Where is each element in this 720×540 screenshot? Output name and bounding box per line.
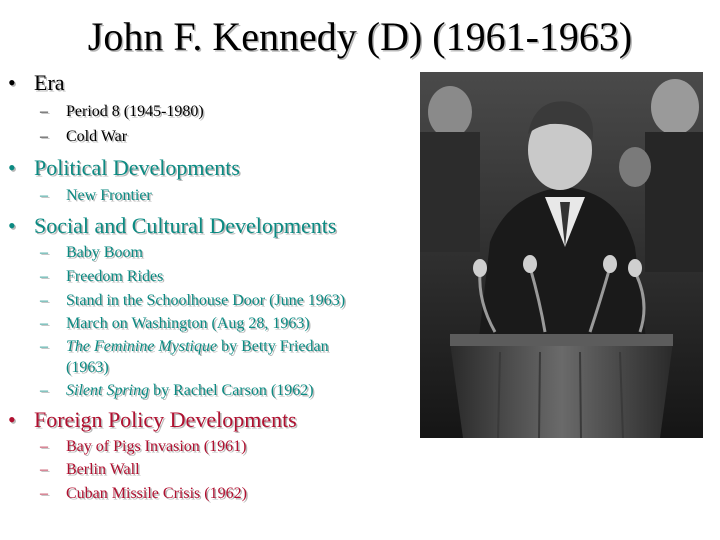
dash: – bbox=[40, 438, 48, 455]
dash: – bbox=[40, 128, 48, 145]
list-item bbox=[40, 379, 314, 403]
heading-text: Era bbox=[34, 70, 65, 95]
item-text: Berlin Wall bbox=[66, 461, 140, 478]
list-item bbox=[40, 289, 345, 313]
list-item bbox=[40, 336, 329, 378]
section-era-heading bbox=[8, 70, 65, 96]
bullet: • bbox=[8, 213, 16, 238]
dash: – bbox=[40, 103, 48, 120]
item-text: Freedom Rides bbox=[66, 268, 164, 285]
section-political-heading bbox=[8, 155, 240, 181]
list-item bbox=[40, 482, 247, 506]
heading-text: Social and Cultural Developments bbox=[34, 213, 337, 238]
item-text: Period 8 (1945-1980) bbox=[66, 103, 204, 120]
item-continuation: (1963) bbox=[66, 359, 109, 376]
book-title: The Feminine Mystique bbox=[66, 338, 218, 355]
dash: – bbox=[40, 315, 48, 332]
dash: – bbox=[40, 338, 48, 355]
section-foreign-heading bbox=[8, 407, 297, 433]
dash: – bbox=[40, 292, 48, 309]
speaker-photo bbox=[420, 72, 703, 438]
slide-title: John F. Kennedy (D) (1961-1963) bbox=[87, 14, 633, 59]
list-item bbox=[40, 265, 163, 289]
dash: – bbox=[40, 187, 48, 204]
list-item bbox=[40, 125, 127, 149]
dash: – bbox=[40, 461, 48, 478]
item-text: by Betty Friedan bbox=[217, 338, 329, 355]
heading-text: Foreign Policy Developments bbox=[34, 407, 297, 432]
list-item bbox=[40, 100, 204, 124]
speaker-photo-illustration bbox=[420, 72, 703, 438]
list-item bbox=[40, 241, 143, 265]
item-text: Cold War bbox=[66, 128, 128, 145]
heading-text: Political Developments bbox=[34, 155, 240, 180]
item-text: Baby Boom bbox=[66, 244, 143, 261]
bullet: • bbox=[8, 155, 16, 180]
list-item bbox=[40, 435, 246, 459]
list-item bbox=[40, 312, 310, 336]
item-text: March on Washington (Aug 28, 1963) bbox=[66, 315, 310, 332]
list-item bbox=[40, 184, 152, 208]
dash: – bbox=[40, 382, 48, 399]
book-title: Silent Spring bbox=[66, 382, 150, 399]
section-social-heading bbox=[8, 213, 336, 239]
dash: – bbox=[40, 268, 48, 285]
item-text: by Rachel Carson (1962) bbox=[149, 382, 314, 399]
item-text: New Frontier bbox=[66, 187, 152, 204]
item-text: Bay of Pigs Invasion (1961) bbox=[66, 438, 247, 455]
item-text: Stand in the Schoolhouse Door (June 1963) bbox=[66, 292, 346, 309]
dash: – bbox=[40, 485, 48, 502]
bullet: • bbox=[8, 407, 16, 432]
bullet: • bbox=[8, 70, 16, 95]
dash: – bbox=[40, 244, 48, 261]
list-item bbox=[40, 458, 140, 482]
item-text: Cuban Missile Crisis (1962) bbox=[66, 485, 247, 502]
